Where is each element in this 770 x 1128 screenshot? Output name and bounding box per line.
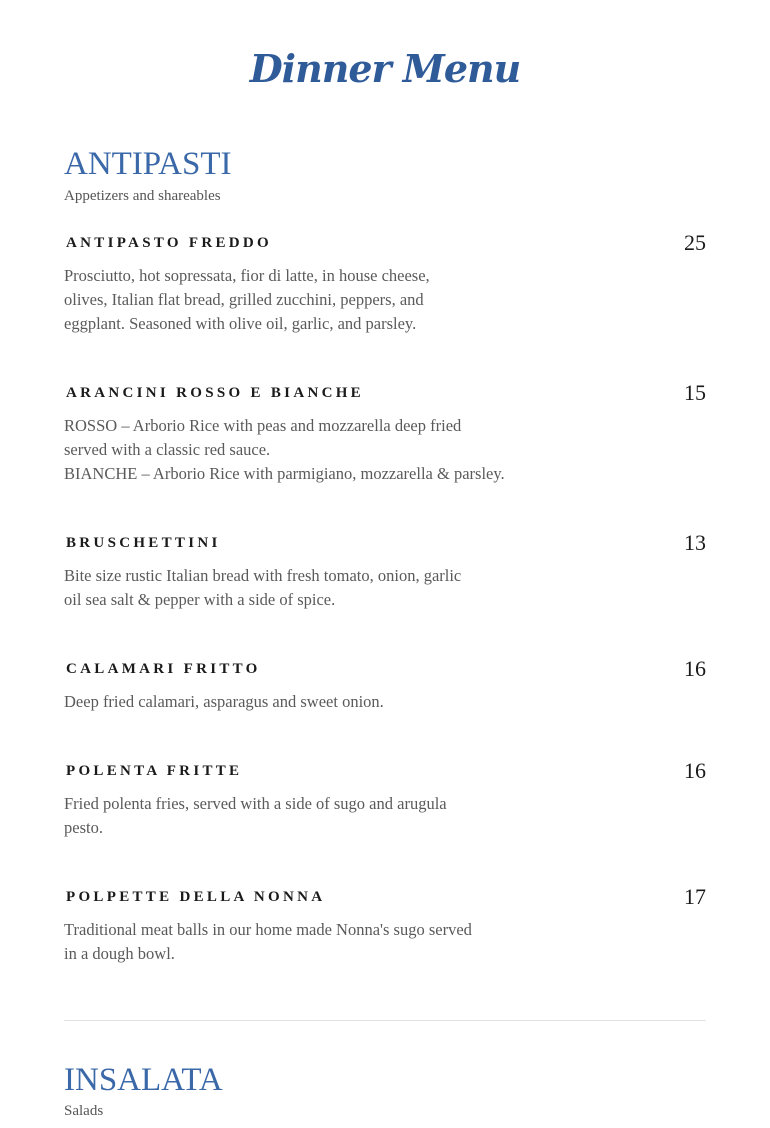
description-line: Deep fried calamari, asparagus and sweet onion.	[64, 692, 384, 711]
description-line: Fried polenta fries, served with a side of sugo and arugula	[64, 794, 447, 813]
menu-item-name: BRUSCHETTINI	[66, 535, 221, 551]
menu-item-price: 13	[684, 530, 706, 555]
section-title-antipasti: ANTIPASTI	[64, 146, 232, 182]
description-line: olives, Italian flat bread, grilled zucchini, peppers, and	[64, 290, 424, 309]
menu-item-description	[64, 792, 544, 840]
description-line: served with a classic red sauce.	[64, 440, 271, 459]
description-line: Traditional meat balls in our home made Nonna's sugo served	[64, 920, 472, 939]
section-divider	[64, 1020, 706, 1021]
menu-item-description	[64, 264, 544, 336]
menu-item-name: CALAMARI FRITTO	[66, 661, 261, 677]
page-title: Dinner Menu	[249, 46, 521, 91]
section-subtitle-antipasti: Appetizers and shareables	[64, 188, 221, 204]
menu-item-price: 17	[684, 884, 706, 909]
description-line: Bite size rustic Italian bread with fresh tomato, onion, garlic	[64, 566, 462, 585]
menu-item-description	[64, 918, 544, 966]
menu-item-price: 16	[684, 656, 706, 681]
description-line: ROSSO – Arborio Rice with peas and mozzarella deep fried	[64, 416, 462, 435]
description-line: BIANCHE – Arborio Rice with parmigiano, mozzarella & parsley.	[64, 464, 505, 483]
menu-item-name: POLENTA FRITTE	[66, 763, 243, 779]
menu-item-name: ARANCINI ROSSO E BIANCHE	[66, 385, 364, 401]
section-title-insalata: INSALATA	[64, 1062, 223, 1098]
description-line: in a dough bowl.	[64, 944, 175, 963]
section-subtitle-insalata: Salads	[64, 1103, 104, 1119]
description-line: pesto.	[64, 818, 103, 837]
description-line: Prosciutto, hot sopressata, fior di latte, in house cheese,	[64, 266, 430, 285]
menu-item-price: 25	[684, 230, 706, 255]
description-line: oil sea salt & pepper with a side of spice.	[64, 590, 336, 609]
description-line: eggplant. Seasoned with olive oil, garlic, and parsley.	[64, 314, 417, 333]
menu-item-price: 15	[684, 380, 706, 405]
menu-item-description	[64, 414, 624, 486]
menu-item-description	[64, 564, 544, 612]
menu-item-name: ANTIPASTO FREDDO	[66, 235, 273, 251]
menu-item-price: 16	[684, 758, 706, 783]
menu-item-name: POLPETTE DELLA NONNA	[66, 889, 326, 905]
menu-item-description	[64, 690, 544, 714]
